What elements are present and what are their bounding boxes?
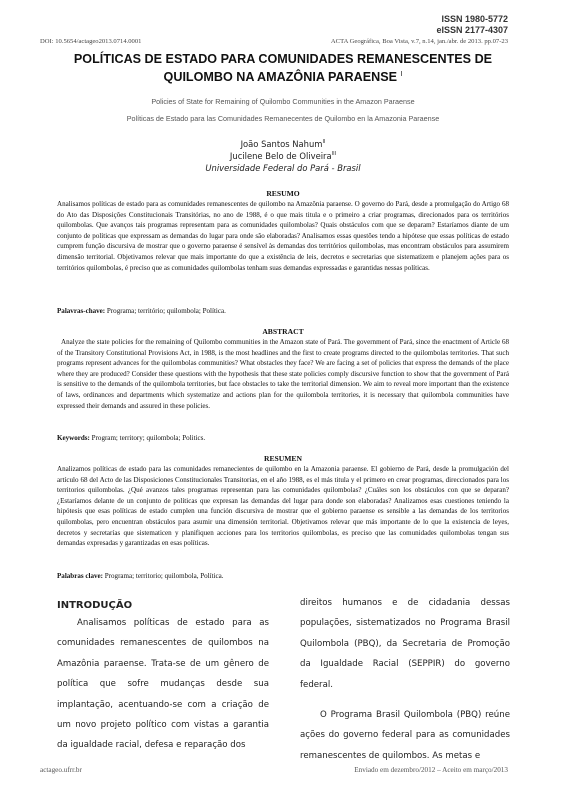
resumo-keywords: Palavras-chave: Programa; território; quilombola; Política.	[57, 307, 226, 315]
resumo-heading: RESUMO	[266, 189, 300, 198]
intro-right-paragraph-1: direitos humanos e de cidadania dessas populações, sistematizados no Programa Brasil Quilombola (PBQ), da Secretaria de Promoção da Igualdade Racial (SEPPIR) do governo federal.	[300, 598, 510, 690]
title-note: I	[400, 71, 403, 78]
resumen-heading: RESUMEN	[264, 454, 302, 463]
article-title	[40, 52, 526, 85]
abstract-heading: ABSTRACT	[262, 327, 304, 336]
footer-dates: Enviado em dezembro/2012 – Aceito em março/2013	[354, 766, 508, 774]
intro-right-paragraph-2: O Programa Brasil Quilombola (PBQ) reúne ações do governo federal para as comunidades remanescentes de quilombos. As metas e	[300, 710, 510, 761]
subtitle-spanish: Políticas de Estado para las Comunidades Remanecentes de Quilombo en la Amazonia Paraense	[126, 114, 440, 123]
issn: ISSN 1980-5772	[441, 14, 508, 24]
intro-left-paragraph: Analisamos políticas de estado para as comunidades remanescentes de quilombos na Amazônia paraense. Trata-se de um gênero de política que sofre mudanças desde sua implantação, acentuando-se com a criação de um novo projeto político com vistas a garantia da igualdade racial, defesa e reparação dos	[57, 618, 269, 751]
eissn: eISSN 2177-4307	[436, 25, 508, 35]
author-2: Jucilene Belo de Oliveira$^{III}$	[229, 151, 337, 161]
resumen-keywords: Palabras clave: Programa; territorio; quilombola, Política.	[57, 572, 224, 580]
abstract-body: Analyze the state policies for the remaining of Quilombo communities in the Amazon state of Pará. The government of Pará, since the enactment of Article 68 of the Transitory Constitutional Provisions Act, in 1988, is the most headlines and the first to create programs directed to the quilombolas territories. That such programs represent advances for the quilombolas communities? What obstacles they face? We are facing a set of policies that express the demands of the place where they are produced? Consider these questions with the hypothesis that these state policies comply discursive function to show that the government of Pará is sensitive to the demands of the quilombola territories, but face obstacles to take the territorial dimension. We aim to reveal more important than the existence of laws, ordinances and departments which systematize and actions plan for the quilombola territories, it is necessary that quilombola communities have expressed their demands and assured in these policies.	[57, 338, 509, 410]
footer-url: actageo.ufrr.br	[40, 766, 82, 774]
resumo-body: Analisamos políticas de estado para as comunidades remanescentes de quilombo na Amazônia paraense. O governo do Pará, desde a promulgação do Artigo 68 do Ato das Disposições Constitucionais Transitórias, no ano de 1988, é o que mais titula e o primeiro a criar programas, direcionados para os territórios quilombolas. Que avanços tais programas representam para as comunidades quilombolas? Quais obstáculos com que se deparam? Estaríamos diante de um conjunto de políticas que expressam as demandas do lugar para onde são elaboradas? Analisamos essas questões tendo a hipótese que essas políticas de estado cumprem função discursiva de mostrar que o governo paraense é sensível às demandas dos territórios quilombolas, mas encontram obstáculos para assumirem dimensão territorial. Objetivamos relevar que mais importante do que a existência de leis, decretos e secretarias que sistematizem e planejem ações para os territórios quilombolas, é preciso que as comunidades quilombolas tenham suas demandas expressadas e garantidas nessas políticas.	[57, 200, 509, 272]
subtitle-english: Policies of State for Remaining of Quilombo Communities in the Amazon Paraense	[151, 97, 415, 106]
intro-heading: INTRODUÇÃO	[57, 600, 133, 611]
intro-right-column	[300, 593, 510, 766]
doi: DOI: 10.5654/actageo2013.0714.0001	[40, 38, 142, 45]
journal-info: ACTA Geográfica, Boa Vista, v.7, n.14, jan./abr. de 2013. pp.07-23	[330, 38, 508, 45]
author-1: João Santos Nahum$^{II}$	[240, 139, 326, 149]
resumen-body: Analizamos políticas de estado para las comunidades remanecientes de quilombo en la Amazonia paraense. El gobierno de Pará, desde la promulgación del artículo 68 del Acto de las Disposiciones Constitucionales Transitorias, en el año 1988, es el más titula y el primero en crear programas, direccionados para los territorios quilombolas. ¿Qué avanzos tales programas representan para las comunidades quilombolas? ¿Cuáles son los obstáculos con que se deparan? ¿Estaríamos delante de un conjunto de políticas que expresan las demandas del lugar para donde son elaboradas? Analizamos esas cuestiones teniendo la hipótesis que esas políticas de estado cumplen una función discursiva de mostrar que el gobierno paraense es sensible a las demandas de los territorios quilombolas, pero encuentran obstáculos para asumir una dimensión territorial. Objetivamos relevar que más importante de lo que la existencia de leyes, decretos y secretarías que sistematicen y planifiquen acciones para los territorios quilombolas, es preciso que las comunidades quilombolas tengan sus demandas expresadas y garantizadas en esas políticas.	[57, 465, 509, 548]
title-line-2: QUILOMBO NA AMAZÔNIA PARAENSE	[163, 70, 397, 85]
institution: Universidade Federal do Pará - Brasil	[205, 163, 361, 173]
intro-left-column	[57, 613, 269, 756]
title-line-1: POLÍTICAS DE ESTADO PARA COMUNIDADES REMANESCENTES DE	[73, 52, 493, 66]
abstract-keywords: Keywords: Program; territory; quilombola; Politics.	[57, 434, 206, 442]
